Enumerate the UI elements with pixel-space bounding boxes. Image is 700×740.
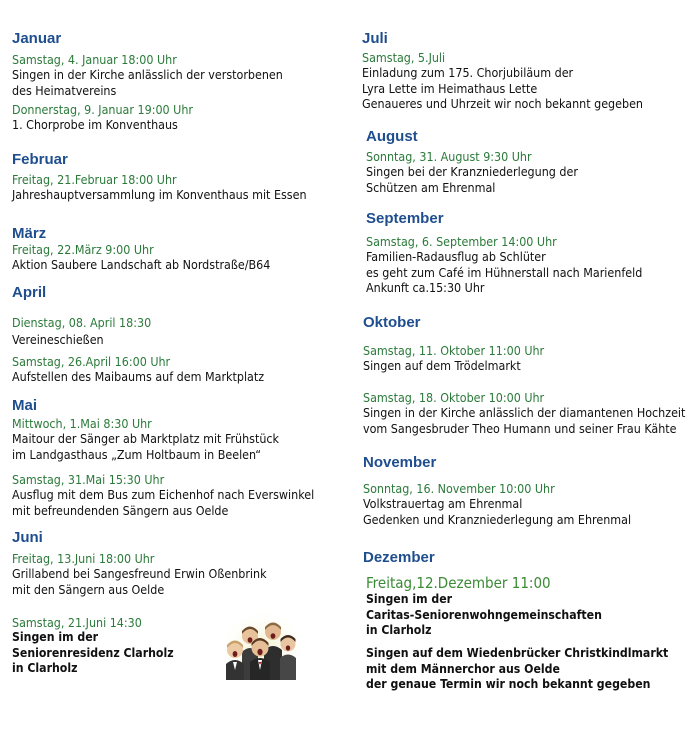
event-date: Samstag, 11. Oktober 11:00 Uhr [363,343,545,358]
event [366,234,642,296]
event [366,149,578,195]
event-date: Freitag, 22.März 9:00 Uhr [12,242,154,257]
event-text: Ankunft ca.15:30 Uhr [366,280,485,295]
event [12,242,270,273]
event-text: Genaueres und Uhrzeit wir noch bekannt gegeben [362,96,644,111]
event-date: Sonntag, 16. November 10:00 Uhr [363,481,555,496]
event-date: Samstag, 31.Mai 15:30 Uhr [12,472,165,487]
event-text: in Clarholz [366,623,432,637]
event [12,172,307,203]
month-heading: Mai [12,397,38,414]
event [362,50,643,112]
event-text: Schützen am Ehrenmal [366,179,496,195]
event [12,472,314,518]
event-text: Singen in der Kirche anlässlich der verstorbenen [12,67,283,82]
event-text: Singen in der Kirche anlässlich der diamantenen Hochzeit [363,405,686,420]
event-text: Singen im der [12,630,99,644]
month-heading: Oktober [363,314,421,331]
month-heading: Dezember [363,549,435,566]
event [363,390,685,436]
month-heading: Januar [12,30,62,47]
event [12,354,264,385]
event-text: Lyra Lette im Heimathaus Lette [362,80,538,96]
month-heading: September [366,210,444,227]
singers-choir-icon [220,604,304,680]
event [12,615,174,677]
event-text: Aufstellen des Maibaums auf dem Marktplatz [12,369,265,384]
event-date: Samstag, 18. Oktober 10:00 Uhr [363,390,545,405]
month-heading: Februar [12,151,68,168]
event-text: Singen im der [366,592,453,606]
event-date: Samstag, 26.April 16:00 Uhr [12,354,171,369]
event-date: Samstag, 6. September 14:00 Uhr [366,234,557,249]
event-text: des Heimatvereins [12,82,117,98]
event-text: 1. Chorprobe im Konventhaus [12,117,178,132]
event-text: mit befreundenden Sängern aus Oelde [12,502,229,518]
event-text: Caritas-Seniorenwohngemeinschaften [366,607,602,622]
month-heading: November [363,454,437,471]
event-text: der genaue Termin wir noch bekannt gegeben [366,677,651,691]
event-date: Donnerstag, 9. Januar 19:00 Uhr [12,102,193,117]
event-text: Volkstrauertag am Ehrenmal [363,496,523,511]
event-text: im Landgasthaus „Zum Holtbaum in Beelen“ [12,446,261,462]
event-date: Freitag,12.Dezember 11:00 [366,574,551,592]
month-heading: April [12,284,47,301]
event-text: Singen auf dem Trödelmarkt [363,358,521,373]
month-heading: August [366,128,418,145]
event-text: in Clarholz [12,661,78,675]
event [363,481,631,527]
event-text: Jahreshauptversammlung im Konventhaus mit Essen [12,187,307,202]
event-text: mit dem Männerchor aus Oelde [366,661,560,676]
event-text: Familien-Radausflug ab Schlüter [366,249,546,264]
month-heading: Juni [12,529,43,546]
event-date: Mittwoch, 1.Mai 8:30 Uhr [12,416,152,431]
event-date: Dienstag, 08. April 18:30 [12,315,152,330]
event [366,646,668,693]
event-text: Ausflug mit dem Bus zum Eichenhof nach Everswinkel [12,487,315,502]
event-text: Gedenken und Kranzniederlegung am Ehrenmal [363,511,632,527]
month-heading: März [12,225,47,242]
event [12,52,283,98]
event-text: Einladung zum 175. Chorjubiläum der [362,65,574,80]
event-text: Vereineschießen [12,332,104,347]
event-date: Freitag, 21.Februar 18:00 Uhr [12,172,177,187]
event-text: mit den Sängern aus Oelde [12,581,165,597]
event-text: Aktion Saubere Landschaft ab Nordstraße/B64 [12,257,271,272]
event [12,315,151,348]
event-text: vom Sangesbruder Theo Humann und seiner Frau Kähte [363,420,677,436]
event-text: Grillabend bei Sangesfreund Erwin Oßenbrink [12,566,267,581]
event-date: Sonntag, 31. August 9:30 Uhr [366,149,532,164]
event-text: Singen auf dem Wiedenbrücker Christkindlmarkt [366,646,669,660]
event-date: Samstag, 21.Juni 14:30 [12,615,142,630]
event-text: es geht zum Café im Hühnerstall nach Marienfeld [366,264,643,280]
event-date: Samstag, 5.Juli [362,50,446,65]
event-text: Seniorenresidenz Clarholz [12,645,174,660]
month-heading: Juli [362,30,388,47]
event-date: Samstag, 4. Januar 18:00 Uhr [12,52,177,67]
event-text: Singen bei der Kranzniederlegung der [366,164,578,179]
event [366,574,602,639]
event [12,416,279,462]
event-text: Maitour der Sänger ab Marktplatz mit Frühstück [12,431,279,446]
event [363,343,544,374]
event-date: Freitag, 13.Juni 18:00 Uhr [12,551,155,566]
event [12,551,267,597]
event [12,102,193,133]
